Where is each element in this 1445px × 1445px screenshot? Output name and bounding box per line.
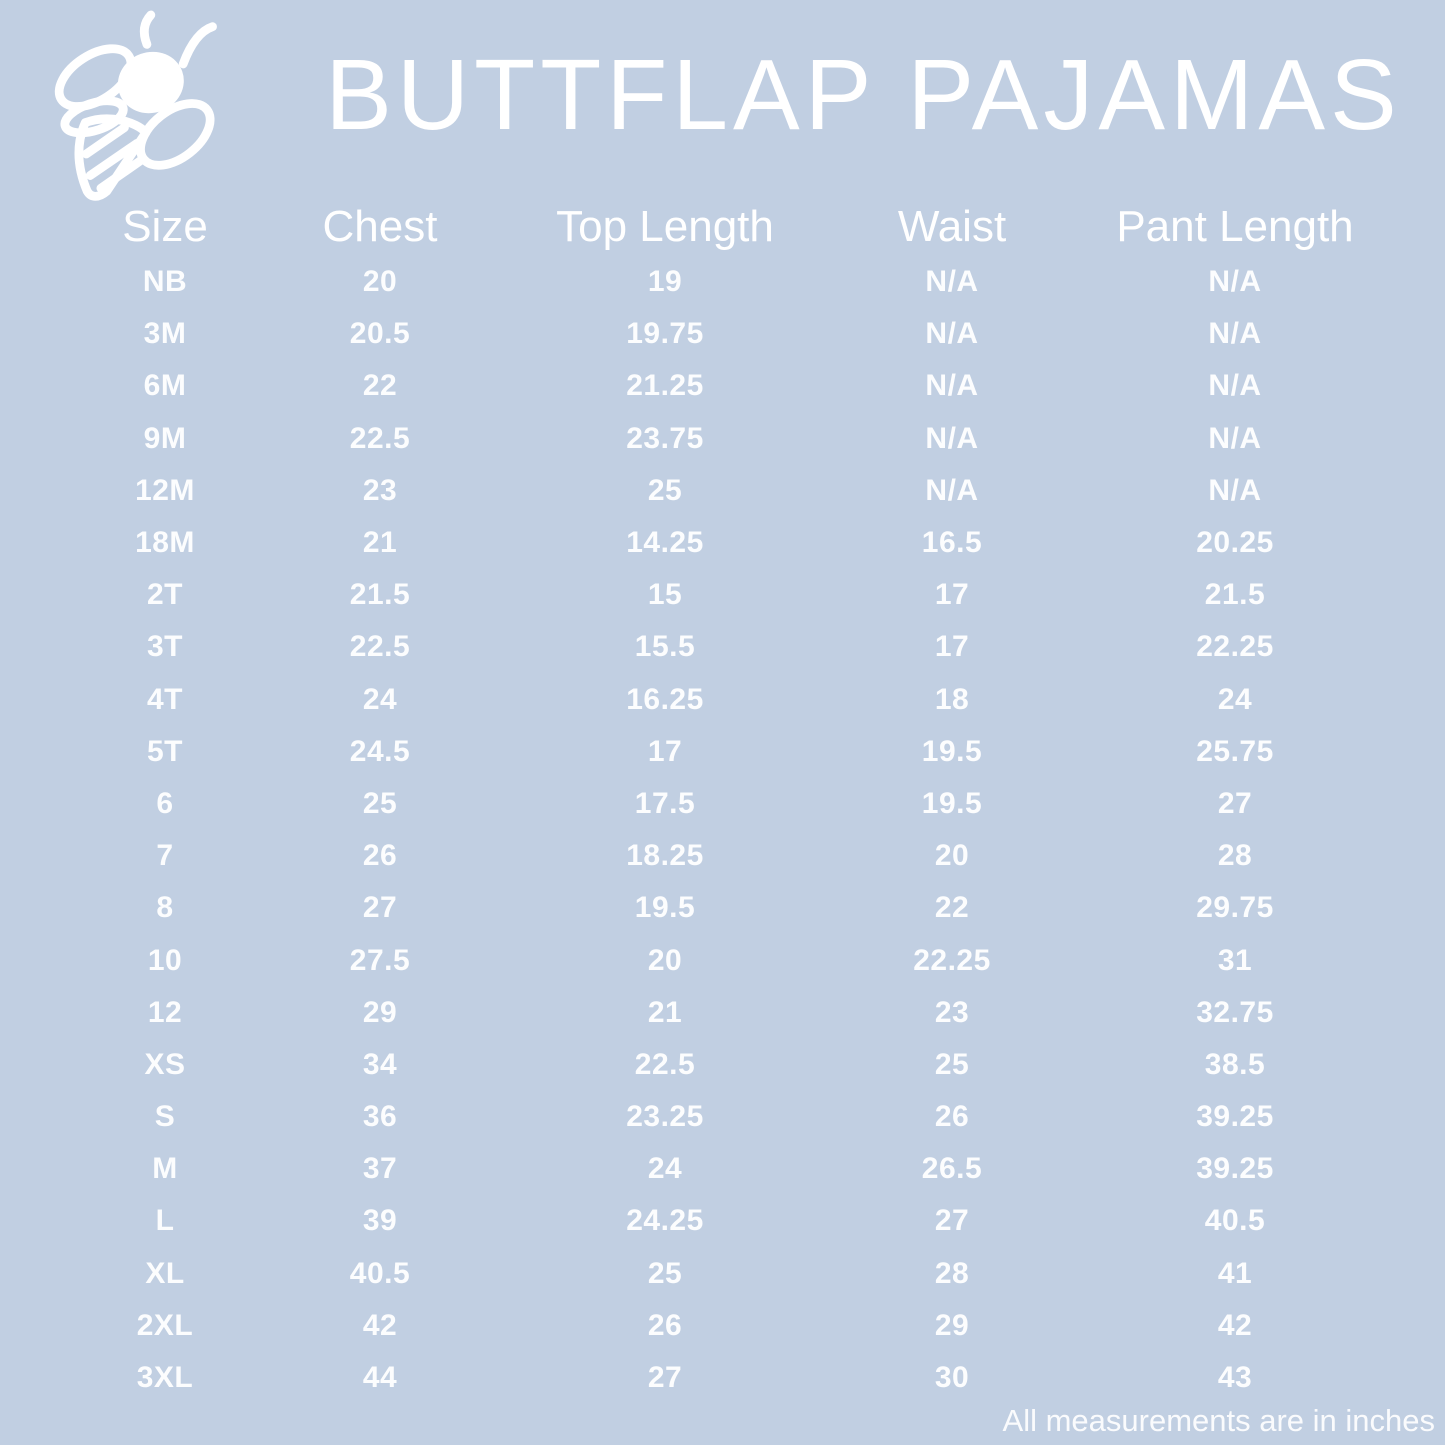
- measurement-cell: N/A: [925, 369, 979, 403]
- measurement-cell: 26: [647, 1308, 683, 1342]
- measurement-cell: 21.25: [626, 369, 704, 403]
- measurement-cell: 29: [362, 995, 398, 1029]
- measurement-cell: 23.75: [626, 421, 704, 455]
- measurement-cell: 17: [934, 630, 970, 664]
- measurement-cell: N/A: [1208, 317, 1262, 351]
- measurement-cell: 39.25: [1196, 1152, 1274, 1186]
- measurement-cell: 27.5: [349, 943, 411, 977]
- measurement-cell: 28: [1217, 839, 1253, 873]
- measurement-cell: 20: [362, 265, 398, 299]
- size-label: 6: [156, 786, 174, 820]
- measurement-cell: 32.75: [1196, 995, 1274, 1029]
- measurement-cell: 22.5: [634, 1047, 696, 1081]
- measurement-cell: 17: [647, 734, 683, 768]
- measurement-cell: 41: [1217, 1256, 1253, 1290]
- measurement-cell: 44: [362, 1361, 398, 1395]
- measurement-cell: 15: [647, 578, 683, 612]
- measurement-cell: 24.5: [349, 734, 411, 768]
- measurement-cell: 19: [647, 265, 683, 299]
- measurement-cell: 43: [1217, 1361, 1253, 1395]
- measurement-cell: 16.25: [626, 682, 704, 716]
- measurement-cell: 42: [362, 1308, 398, 1342]
- size-label: L: [155, 1204, 175, 1238]
- measurement-cell: 36: [362, 1100, 398, 1134]
- measurement-cell: 25: [647, 473, 683, 507]
- size-label: XL: [145, 1256, 185, 1290]
- measurement-cell: N/A: [1208, 265, 1262, 299]
- measurement-cell: 23: [934, 995, 970, 1029]
- measurement-cell: 22.5: [349, 421, 411, 455]
- measurement-cell: 42: [1217, 1308, 1253, 1342]
- measurement-cell: N/A: [925, 265, 979, 299]
- size-label: 7: [156, 839, 174, 873]
- measurement-cell: N/A: [925, 317, 979, 351]
- measurement-cell: 22.25: [913, 943, 991, 977]
- size-label: S: [154, 1100, 176, 1134]
- size-label: 9M: [143, 421, 187, 455]
- bee-antenna-right: [183, 27, 212, 64]
- measurement-cell: 22.5: [349, 630, 411, 664]
- measurement-cell: 18.25: [626, 839, 704, 873]
- measurement-cell: 17.5: [634, 786, 696, 820]
- measurement-cell: 19.5: [921, 786, 983, 820]
- size-label: 18M: [135, 526, 195, 560]
- measurement-cell: 29.75: [1196, 891, 1274, 925]
- measurement-cell: 24: [362, 682, 398, 716]
- measurement-cell: 24: [1217, 682, 1253, 716]
- measurement-cell: 22.25: [1196, 630, 1274, 664]
- measurement-cell: 27: [647, 1361, 683, 1395]
- measurement-cell: 18: [934, 682, 970, 716]
- measurement-cell: N/A: [925, 421, 979, 455]
- bee-icon: [50, 5, 285, 210]
- column-header: Chest: [322, 202, 438, 251]
- measurement-cell: 26: [362, 839, 398, 873]
- size-label: 3XL: [136, 1361, 194, 1395]
- size-label: 8: [156, 891, 174, 925]
- measurement-cell: 15.5: [634, 630, 696, 664]
- measurement-cell: 21.5: [349, 578, 411, 612]
- measurement-cell: 39.25: [1196, 1100, 1274, 1134]
- size-label: 3T: [146, 630, 183, 664]
- measurement-cell: 27: [362, 891, 398, 925]
- size-table: [58, 198, 1408, 1404]
- measurement-cell: 27: [1217, 786, 1253, 820]
- size-label: 4T: [146, 682, 183, 716]
- measurement-cell: 37: [362, 1152, 398, 1186]
- measurement-cell: N/A: [1208, 421, 1262, 455]
- measurement-cell: 22: [934, 891, 970, 925]
- measurement-cell: 39: [362, 1204, 398, 1238]
- size-label: 2T: [146, 578, 183, 612]
- size-label: M: [152, 1152, 178, 1186]
- measurement-cell: 19.5: [634, 891, 696, 925]
- measurement-cell: 22: [362, 369, 398, 403]
- measurement-cell: 23: [362, 473, 398, 507]
- size-label: 12M: [135, 473, 195, 507]
- measurement-cell: 25.75: [1196, 734, 1274, 768]
- measurement-cell: N/A: [1208, 473, 1262, 507]
- column-header: Size: [122, 202, 208, 251]
- bee-antenna-left: [144, 15, 151, 44]
- size-label: 10: [147, 943, 183, 977]
- measurement-cell: 16.5: [921, 526, 983, 560]
- measurement-cell: 25: [647, 1256, 683, 1290]
- measurement-cell: 26: [934, 1100, 970, 1134]
- measurement-cell: 27: [934, 1204, 970, 1238]
- measurement-cell: 20: [934, 839, 970, 873]
- measurement-cell: 26.5: [921, 1152, 983, 1186]
- measurement-cell: 17: [934, 578, 970, 612]
- measurement-cell: 34: [362, 1047, 398, 1081]
- measurement-cell: N/A: [925, 473, 979, 507]
- size-label: 5T: [146, 734, 183, 768]
- measurement-cell: 30: [934, 1361, 970, 1395]
- measurement-cell: 20: [647, 943, 683, 977]
- units-note: All measurements are in inches: [1002, 1403, 1435, 1438]
- measurement-cell: 19.5: [921, 734, 983, 768]
- size-label: 3M: [143, 317, 187, 351]
- measurement-cell: 29: [934, 1308, 970, 1342]
- page-title: BUTTFLAP PAJAMAS: [325, 38, 1402, 151]
- measurement-cell: 28: [934, 1256, 970, 1290]
- measurement-cell: 40.5: [1204, 1204, 1266, 1238]
- measurement-cell: 24: [647, 1152, 683, 1186]
- measurement-cell: N/A: [1208, 369, 1262, 403]
- column-header: Waist: [897, 202, 1007, 251]
- measurement-cell: 14.25: [626, 526, 704, 560]
- column-header: Pant Length: [1116, 202, 1354, 251]
- measurement-cell: 21.5: [1204, 578, 1266, 612]
- size-label: 6M: [143, 369, 187, 403]
- measurement-cell: 21: [362, 526, 398, 560]
- measurement-cell: 25: [362, 786, 398, 820]
- measurement-cell: 23.25: [626, 1100, 704, 1134]
- measurement-cell: 24.25: [626, 1204, 704, 1238]
- measurement-cell: 31: [1217, 943, 1253, 977]
- size-label: 2XL: [136, 1308, 194, 1342]
- measurement-cell: 21: [647, 995, 683, 1029]
- measurement-cell: 38.5: [1204, 1047, 1266, 1081]
- measurement-cell: 40.5: [349, 1256, 411, 1290]
- size-label: 12: [147, 995, 183, 1029]
- column-header: Top Length: [556, 202, 774, 251]
- size-label: NB: [142, 265, 188, 299]
- measurement-cell: 19.75: [626, 317, 704, 351]
- measurement-cell: 25: [934, 1047, 970, 1081]
- size-label: XS: [144, 1047, 186, 1081]
- measurement-cell: 20.5: [349, 317, 411, 351]
- measurement-cell: 20.25: [1196, 526, 1274, 560]
